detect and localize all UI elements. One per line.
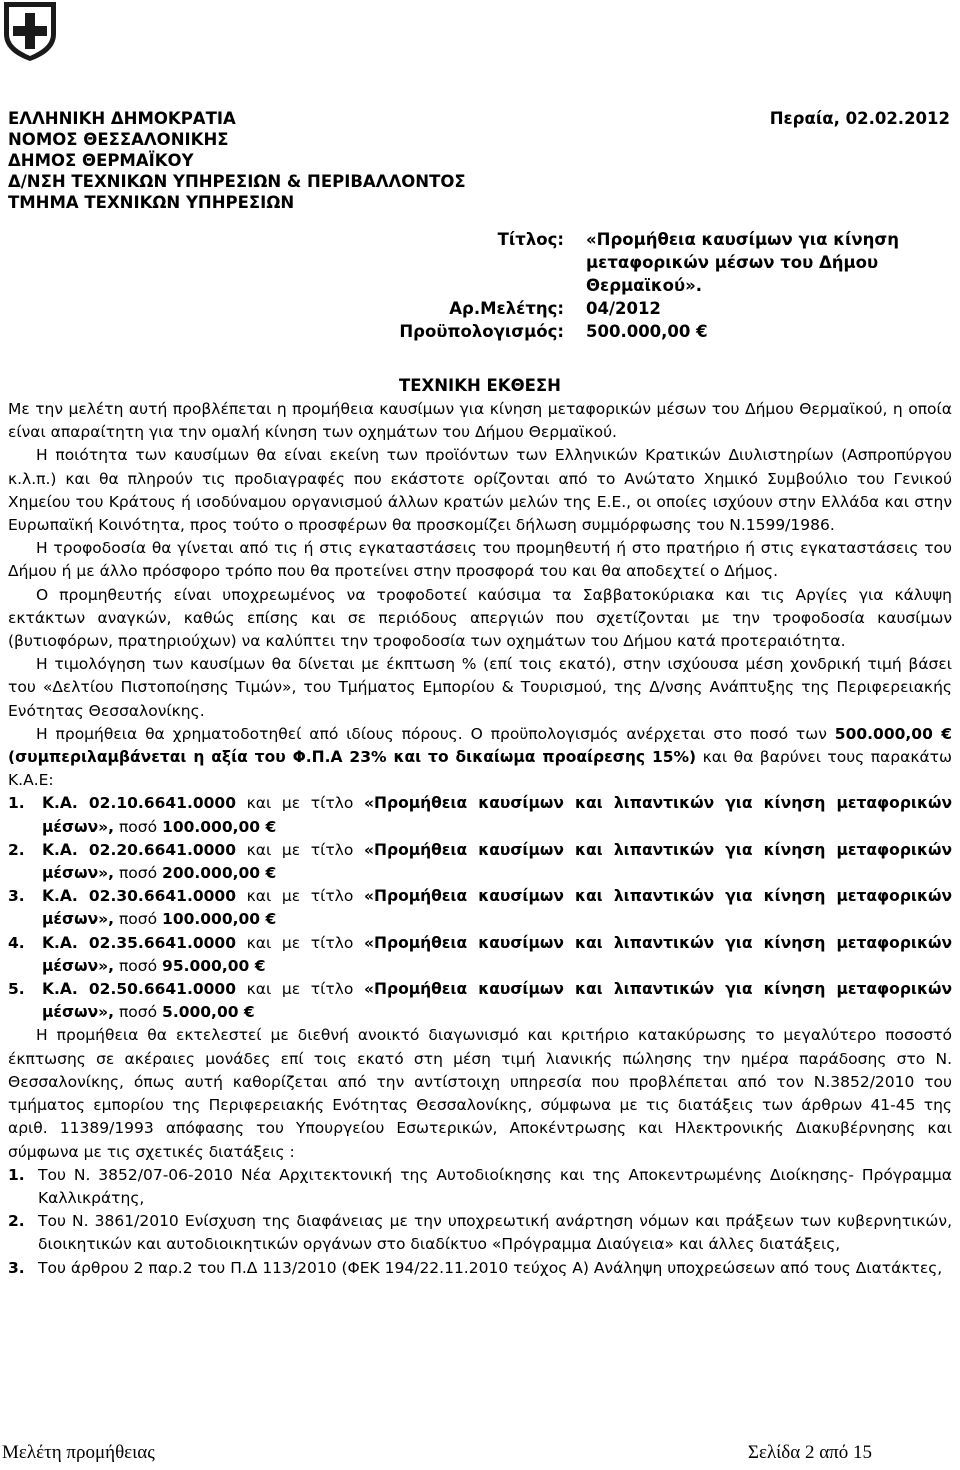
budget-code-amount: 100.000,00 € [162, 817, 277, 836]
header-line-directorate: Δ/ΝΣΗ ΤΕΧΝΙΚΩΝ ΥΠΗΡΕΣΙΩΝ & ΠΕΡΙΒΑΛΛΟΝΤΟΣ [8, 172, 466, 191]
budget-code-number: 1. [8, 794, 25, 813]
header-line-country: ΕΛΛΗΝΙΚΗ ΔΗΜΟΚΡΑΤΙΑ [8, 109, 236, 128]
header-line-municipality: ΔΗΜΟΣ ΘΕΡΜΑΪΚΟΥ [8, 151, 194, 170]
budget-code-title: «Προμήθεια καυσίμων και λιπαντικών για κίνηση μεταφορικών μέσων», [42, 887, 952, 929]
budget-code-amount-label: ποσό [114, 956, 163, 975]
budget-code-amount: 200.000,00 € [162, 864, 277, 883]
budget-code-amount: 5.000,00 € [162, 1003, 255, 1022]
budget-code: Κ.Α. 02.30.6641.0000 [42, 887, 236, 906]
document-date: Περαία, 02.02.2012 [769, 109, 950, 128]
meta-budget-row [0, 320, 960, 343]
budget-code-amount: 95.000,00 € [162, 956, 266, 975]
funding-amount: 500.000,00 € (συμπεριλαμβάνεται η αξία του Φ.Π.Α 23% και το δικαίωμα προαίρεσης 15%) [8, 724, 952, 767]
paragraph-fuel-quality: Η ποιότητα των καυσίμων θα είναι εκείνη των προϊόντων των Ελληνικών Κρατικών Διυλιστηρίων (Ασπροπύργου κ.λ.π.) και θα πληρούν τις προδιαγραφές που εκάστοτε ορίζονται από το Ανώτατο Χημικό Συμβούλιο του Γενικού Χημείου του Κράτους ή ισοδύναμου οργανισμού άλλων κρατών μελών της Ε.Ε., οι οποίες ισχύουν στην Ελλάδα και στην Ευρωπαϊκή Κοινότητα, προς τούτο ο προσφέρων θα προσκομίζει δήλωση συμμόρφωσης του Ν.1599/1986. [8, 446, 952, 535]
budget-code-amount-label: ποσό [114, 910, 163, 929]
budget-code-item [8, 978, 952, 1024]
funding-tail: και θα βαρύνει τους παρακάτω Κ.Α.Ε: [8, 748, 952, 790]
meta-study-label: Αρ.Μελέτης: [449, 299, 564, 318]
footer-page-number: Σελίδα 2 από 15 [747, 1442, 872, 1463]
meta-title-line: Θερμαϊκού». [586, 276, 703, 295]
greek-coat-of-arms-emblem [0, 0, 60, 62]
budget-code-text [42, 839, 952, 885]
budget-code-item [8, 839, 952, 885]
paragraph-fuel-supply: Η τροφοδοσία θα γίνεται από τις ή στις εγκαταστάσεις του προμηθευτή ή στο πρατήριο ή στις εγκαταστάσεις του Δήμου ή με άλλο πρόσφορο τρόπο που θα προτείνει στην προσφορά του και θα αποδεχτεί ο Δήμος. [8, 539, 952, 581]
paragraph-supplier-obligations: Ο προμηθευτής είναι υποχρεωμένος να τροφοδοτεί καύσιμα τα Σαββατοκύριακα και τις Αργίες για κάλυψη εκτάκτων αναγκών, καθώς επίσης και σε περιόδους απεργιών που σχετίζονται με την τροφοδοσία καυσίμων (βυτιοφόρων, πρατηριούχων) να καλύπτει την τροφοδοσία των οχημάτων του Δήμου κατά προτεραιότητα. [8, 585, 952, 651]
legal-provision-text: Του Ν. 3861/2010 Ενίσχυση της διαφάνειας με την υποχρεωτική ανάρτηση νόμων και πράξεων των κυβερνητικών, διοικητικών και αυτοδιοικητικών οργάνων στο διαδίκτυο «Πρόγραμμα Διαύγεια» και άλλες διατάξεις, [38, 1212, 952, 1254]
budget-code-connector: και με τίτλο [235, 933, 364, 952]
meta-title-value [586, 228, 960, 297]
budget-code-connector: και με τίτλο [235, 980, 364, 999]
meta-title-row [0, 228, 960, 297]
budget-code-title: «Προμήθεια καυσίμων και λιπαντικών για κίνηση μεταφορικών μέσων», [42, 933, 952, 975]
legal-provisions-list [8, 1164, 952, 1280]
budget-code: Κ.Α. 02.50.6641.0000 [42, 980, 236, 999]
budget-code-number: 5. [8, 980, 25, 999]
paragraph-purpose: Με την μελέτη αυτή προβλέπεται η προμήθεια καυσίμων για κίνηση μεταφορικών μέσων του Δήμου Θερμαϊκού, η οποία είναι απαραίτητη για την ομαλή κίνηση των οχημάτων του Δήμου Θερμαϊκού. [8, 400, 952, 442]
budget-code-title: «Προμήθεια καυσίμων και λιπαντικών για κίνηση μεταφορικών μέσων», [42, 840, 952, 883]
budget-code-title: «Προμήθεια καυσίμων και λιπαντικών για κίνηση μεταφορικών μέσων», [42, 794, 952, 836]
budget-code-list [8, 792, 952, 1024]
legal-provision-item [8, 1257, 952, 1280]
budget-code-amount-label: ποσό [114, 864, 163, 883]
header-line-prefecture: ΝΟΜΟΣ ΘΕΣΣΑΛΟΝΙΚΗΣ [8, 130, 229, 149]
meta-title-label: Τίτλος: [497, 230, 564, 249]
footer-document-name: Μελέτη προμήθειας [2, 1442, 155, 1463]
budget-code-amount-label: ποσό [114, 817, 163, 836]
budget-code-connector: και με τίτλο [235, 887, 364, 906]
budget-code-connector: και με τίτλο [235, 794, 364, 813]
budget-code-text [42, 792, 952, 838]
paragraph-pricing: Η τιμολόγηση των καυσίμων θα δίνεται με έκπτωση % (επί τοις εκατό), στην ισχύουσα μέση χονδρική τιμή βάσει του «Δελτίου Πιστοποίησης Τιμών», του Τμήματος Εμπορίου & Τουρισμού, της Δ/νσης Ανάπτυξης της Περιφερειακής Ενότητας Θεσσαλονίκης. [8, 655, 952, 720]
budget-code-number: 3. [8, 887, 25, 906]
budget-code-text [42, 932, 952, 978]
budget-code-number: 2. [8, 840, 25, 859]
legal-provision-number: 2. [8, 1212, 25, 1231]
budget-code-amount: 100.000,00 € [162, 910, 277, 929]
legal-provision-text: Του Ν. 3852/07-06-2010 Νέα Αρχιτεκτονική της Αυτοδιοίκησης και της Αποκεντρωμένης Διοίκησης- Πρόγραμμα Καλλικράτης, [38, 1165, 952, 1207]
budget-code: Κ.Α. 02.35.6641.0000 [42, 933, 236, 952]
budget-code-title: «Προμήθεια καυσίμων και λιπαντικών για κίνηση μεταφορικών μέσων», [42, 980, 952, 1022]
budget-code-item [8, 885, 952, 931]
paragraph-funding [8, 723, 952, 793]
meta-budget-label: Προϋπολογισμός: [399, 322, 564, 341]
issuing-authority-block [8, 108, 466, 213]
legal-provision-number: 1. [8, 1165, 25, 1184]
legal-provision-item [8, 1210, 952, 1256]
budget-code-item [8, 792, 952, 838]
budget-code: Κ.Α. 02.20.6641.0000 [42, 840, 236, 859]
legal-provision-item [8, 1164, 952, 1210]
funding-text: Η προμήθεια θα χρηματοδοτηθεί από ιδίους πόρους. Ο προϋπολογισμός ανέρχεται στο ποσό των [36, 724, 827, 743]
meta-title-line: «Προμήθεια καυσίμων για κίνηση [586, 230, 899, 249]
budget-code-number: 4. [8, 933, 25, 952]
budget-code-connector: και με τίτλο [235, 840, 364, 859]
paragraph-tender-procedure: Η προμήθεια θα εκτελεστεί με διεθνή ανοικτό διαγωνισμό και κριτήριο κατακύρωσης το μεγαλύτερο ποσοστό έκπτωσης σε ακέραιες μονάδες επί τοις εκατό στη μέση τιμή λιανικής πώλησης την ημέρα παράδοσης στο Ν. Θεσσαλονίκης, όπως αυτή καθορίζεται από την αντίστοιχη υπηρεσία που προβλέπεται από τον Ν.3852/2010 του τμήματος εμπορίου της Περιφερειακής Ενότητας Θεσσαλονίκης, σύμφωνα με τις διατάξεις των άρθρων 41-45 της αριθ. 11389/1993 απόφασης του Υπουργείου Εσωτερικών, Αποκέντρωσης και Ηλεκτρονικής Διακυβέρνησης και σύμφωνα με τις σχετικές διατάξεις : [8, 1026, 952, 1161]
report-title: ΤΕΧΝΙΚΗ ΕΚΘΕΣΗ [399, 376, 561, 395]
study-metadata [0, 228, 960, 343]
header-line-department: ΤΜΗΜΑ ΤΕΧΝΙΚΩΝ ΥΠΗΡΕΣΙΩΝ [8, 193, 295, 212]
budget-code: Κ.Α. 02.10.6641.0000 [42, 794, 236, 813]
meta-study-row [0, 297, 960, 320]
report-body [8, 398, 952, 1280]
meta-title-line: μεταφορικών μέσων του Δήμου [586, 253, 879, 272]
meta-budget-value: 500.000,00 € [586, 322, 708, 341]
legal-provision-number: 3. [8, 1258, 25, 1277]
budget-code-text [42, 978, 952, 1024]
meta-study-value: 04/2012 [586, 299, 661, 318]
budget-code-text [42, 885, 952, 931]
budget-code-item [8, 932, 952, 978]
budget-code-amount-label: ποσό [114, 1003, 163, 1022]
legal-provision-text: Του άρθρου 2 παρ.2 του Π.Δ 113/2010 (ΦΕΚ 194/22.11.2010 τεύχος Α) Ανάληψη υποχρεώσεων από τους Διατάκτες, [38, 1258, 943, 1277]
